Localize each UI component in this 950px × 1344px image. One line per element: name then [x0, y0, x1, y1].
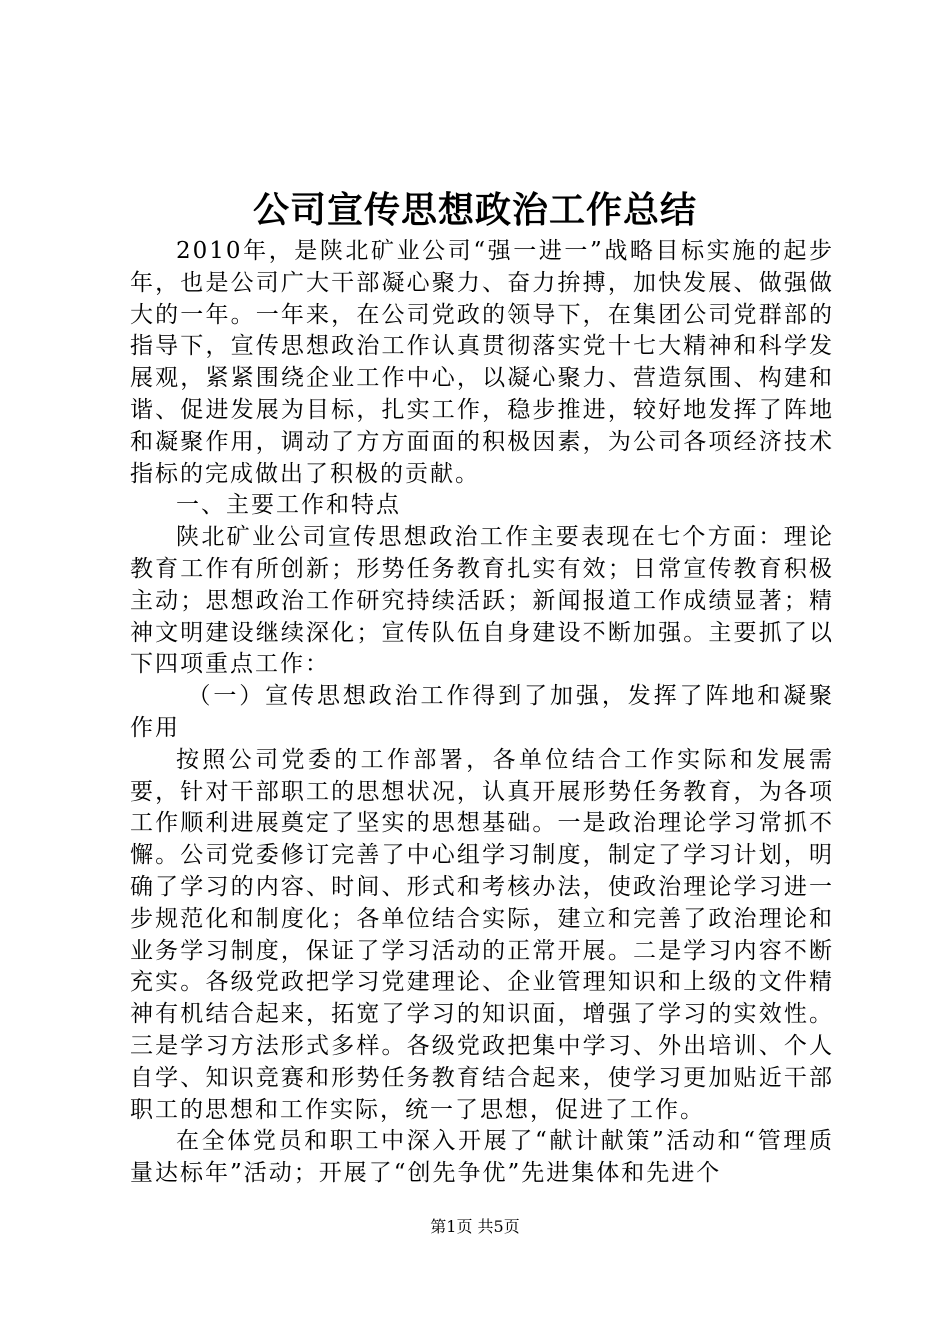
page-number: 第1页 共5页 [430, 1217, 520, 1236]
document-title: 公司宣传思想政治工作总结 [252, 189, 697, 231]
paragraph-overview: 陕北矿业公司宣传思想政治工作主要表现在七个方面：理论教育工作有所创新；形势任务教育扎实有效；日常宣传教育积极主动；思想政治工作研究持续活跃；新闻报道工作成绩显著；精神文明建设继续深化；宣传队伍自身建设不断加强。主要抓了以下四项重点工作： [130, 524, 834, 678]
paragraph-detail: 按照公司党委的工作部署，各单位结合工作实际和发展需要，针对干部职工的思想状况，认真开展形势任务教育，为各项工作顺利进展奠定了坚实的思想基础。一是政治理论学习常抓不懈。公司党委修订完善了中心组学习制度，制定了学习计划，明确了学习的内容、时间、形式和考核办法，使政治理论学习进一步规范化和制度化；各单位结合实际，建立和完善了政治理论和业务学习制度，保证了学习活动的正常开展。二是学习内容不断充实。各级党政把学习党建理论、企业管理知识和上级的文件精神有机结合起来，拓宽了学习的知识面，增强了学习的实效性。三是学习方法形式多样。各级党政把集中学习、外出培训、个人自学、知识竞赛和形势任务教育结合起来，使学习更加贴近干部职工的思想和工作实际，统一了思想，促进了工作。 [130, 746, 834, 1123]
document-body [130, 236, 834, 1190]
subsection-heading: （一）宣传思想政治工作得到了加强，发挥了阵地和凝聚作用 [130, 683, 834, 741]
paragraph-activities: 在全体党员和职工中深入开展了“献计献策”活动和“管理质量达标年”活动；开展了“创先争优”先进集体和先进个 [130, 1128, 834, 1187]
section-heading: 一、主要工作和特点 [176, 492, 401, 519]
paragraph-intro: 2010年，是陕北矿业公司“强一进一”战略目标实施的起步年，也是公司广大干部凝心聚力、奋力拚搏，加快发展、做强做大的一年。一年来，在公司党政的领导下，在集团公司党群部的指导下，宣传思想政治工作认真贯彻落实党十七大精神和科学发展观，紧紧围绕企业工作中心，以凝心聚力、营造氛围、构建和谐、促进发展为目标，扎实工作，稳步推进，较好地发挥了阵地和凝聚作用，调动了方方面面的积极因素，为公司各项经济技术指标的完成做出了积极的贡献。 [130, 238, 834, 487]
